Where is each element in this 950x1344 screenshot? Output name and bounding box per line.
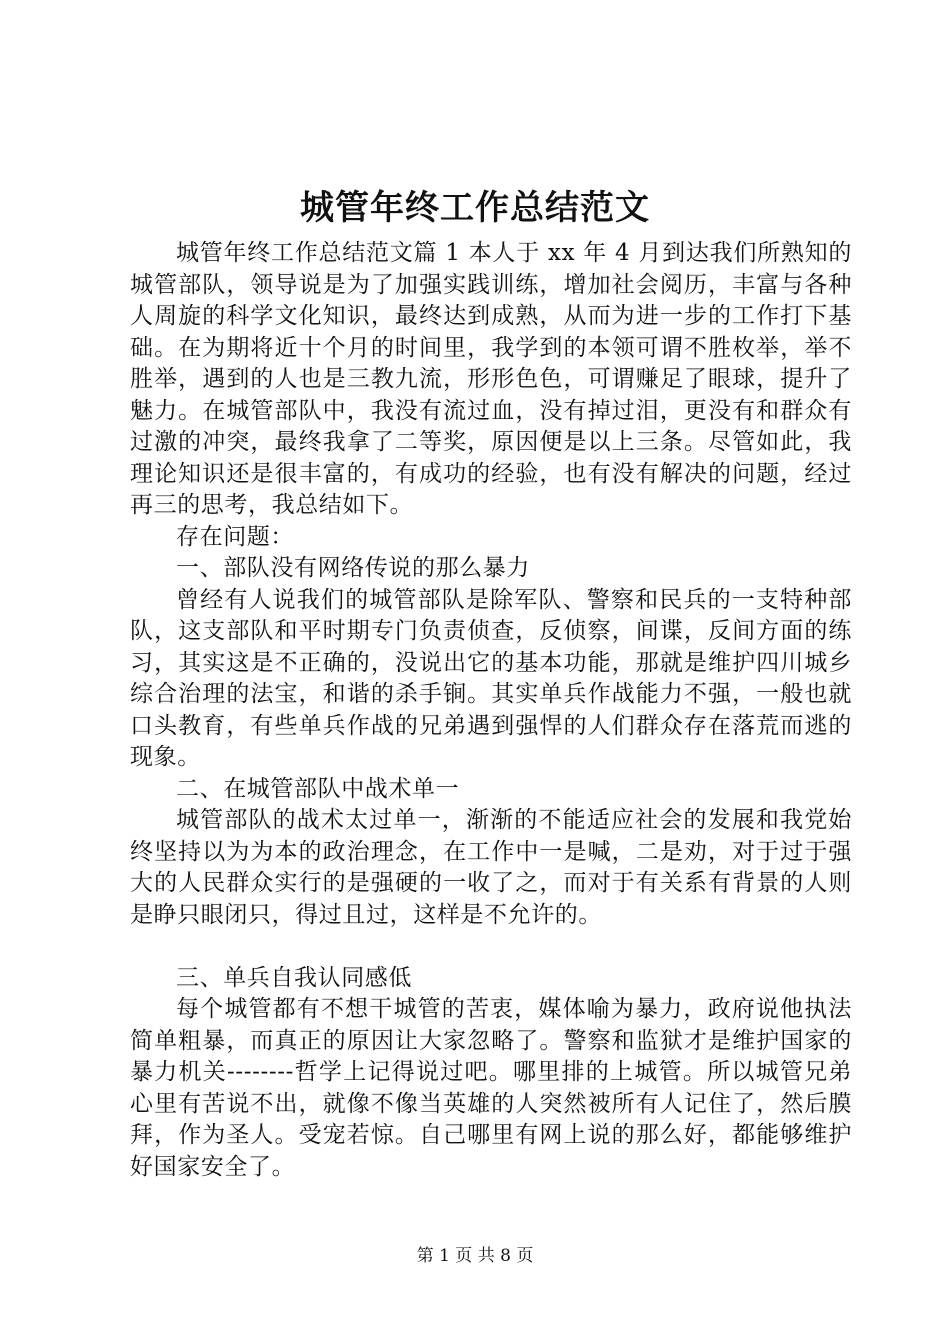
document-title: 城管年终工作总结范文 xyxy=(300,188,650,228)
paragraph-problems-heading: 存在问题： xyxy=(176,523,294,550)
paragraph-section-2: 城管部队的战术太过单一，渐渐的不能适应社会的发展和我党始终坚持以为为本的政治理念，在工作中一是喊，二是劝，对于过于强大的人民群众实行的是强硬的一收了之，而对于有关系有背景的人则是睁只眼闭只，得过且过，这样是不允许的。 xyxy=(130,807,852,928)
paragraph-section-1: 曾经有人说我们的城管部队是除军队、警察和民兵的一支特种部队，这支部队和平时期专门负责侦查，反侦察，间谍，反间方面的练习，其实这是不正确的，没说出它的基本功能，那就是维护四川城乡综合治理的法宝，和谐的杀手锏。其实单兵作战能力不强，一般也就口头教育，有些单兵作战的兄弟遇到强悍的人们群众存在落荒而逃的现象。 xyxy=(130,586,852,770)
section-heading-2: 二、在城管部队中战术单一 xyxy=(176,775,460,802)
section-heading-1: 一、部队没有网络传说的那么暴力 xyxy=(176,555,530,581)
document-body xyxy=(130,238,852,1183)
paragraph-section-3: 每个城管都有不想干城管的苦衷，媒体喻为暴力，政府说他执法简单粗暴，而真正的原因让大家忽略了。警察和监狱才是维护国家的暴力机关--------哲学上记得说过吧。哪里排的上城管。所以城管兄弟心里有苦说不出，就像不像当英雄的人突然被所有人记住了，然后膜拜，作为圣人。受宠若惊。自己哪里有网上说的那么好，都能够维护好国家安全了。 xyxy=(130,996,852,1180)
paragraph-intro: 城管年终工作总结范文篇 1 本人于 xx 年 4 月到达我们所熟知的城管部队，领导说是为了加强实践训练，增加社会阅历，丰富与各种人周旋的科学文化知识，最终达到成熟，从而为进一步的工作打下基础。在为期将近十个月的时间里，我学到的本领可谓不胜枚举，举不胜举，遇到的人也是三教九流，形形色色，可谓赚足了眼球，提升了魅力。在城管部队中，我没有流过血，没有掉过泪，更没有和群众有过激的冲突，最终我拿了二等奖，原因便是以上三条。尽管如此，我理论知识还是很丰富的，有成功的经验，也有没有解决的问题，经过再三的思考，我总结如下。 xyxy=(130,240,852,518)
page-number-footer: 第 1 页 共 8 页 xyxy=(416,1246,534,1266)
section-heading-3: 三、单兵自我认同感低 xyxy=(176,964,412,991)
